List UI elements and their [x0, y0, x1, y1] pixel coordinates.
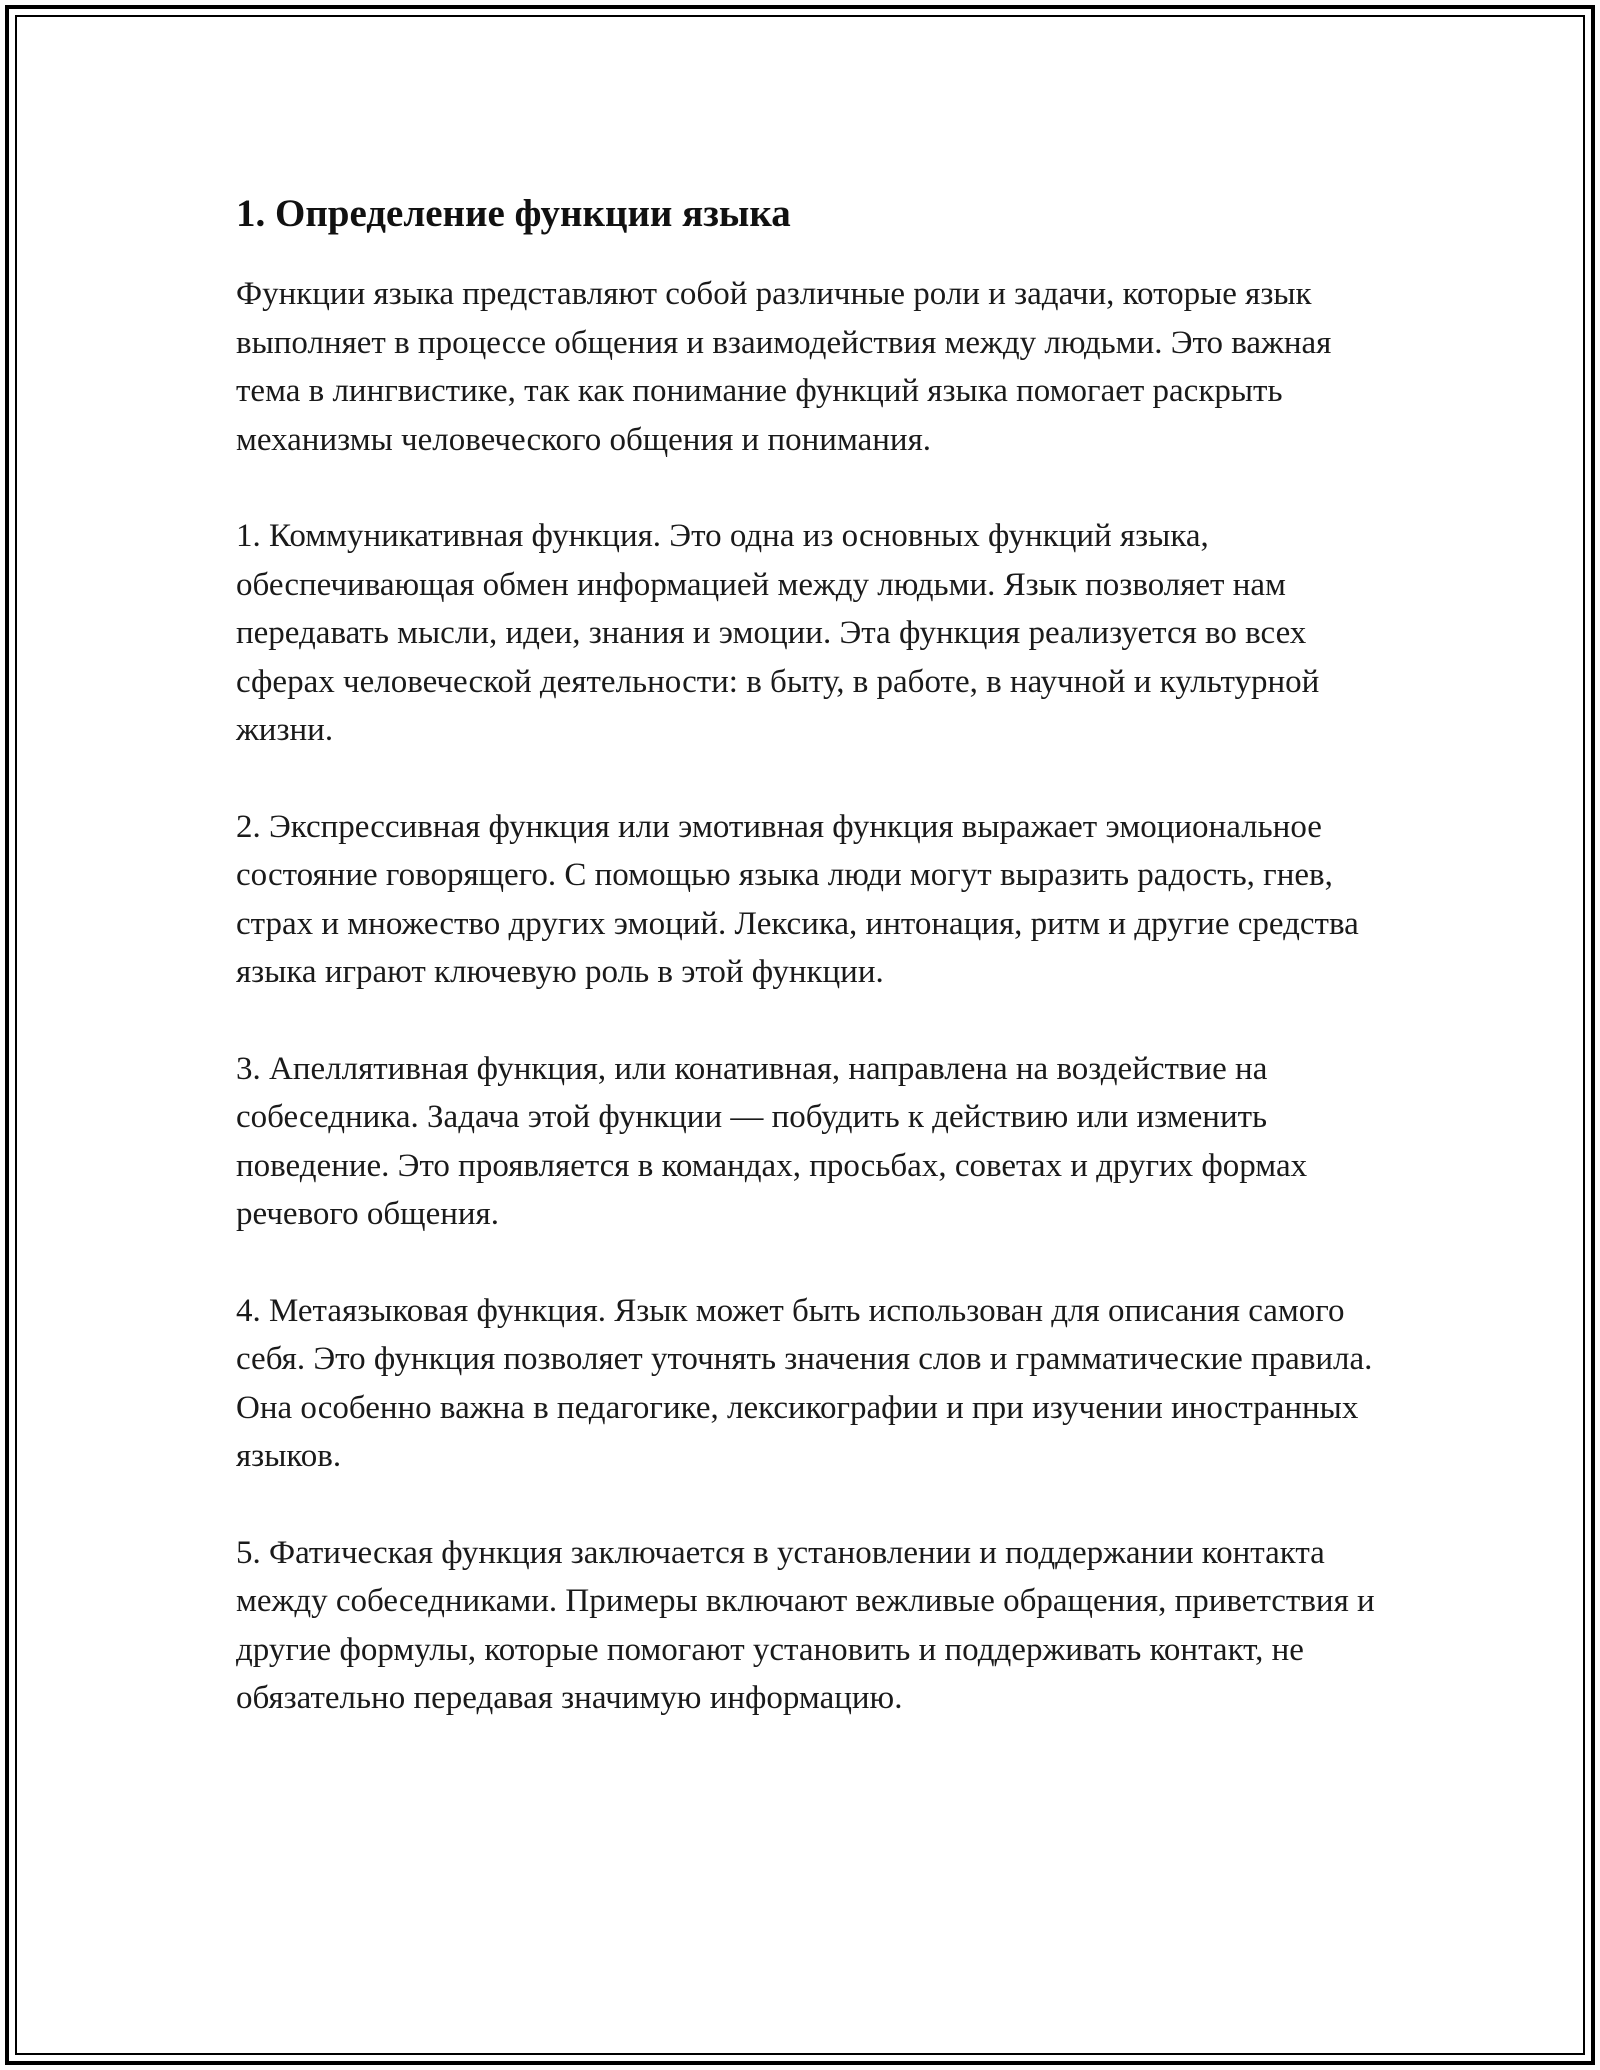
document-body	[236, 186, 1376, 1771]
metalinguistic-function-paragraph: 4. Метаязыковая функция. Язык может быть использован для описания самого себя. Это функция позволяет уточнять значения слов и грамматические правила. Она особенно важна в педагогике, лексикографии и при изучении иностранных языков.	[236, 1292, 1373, 1474]
expressive-function-paragraph: 2. Экспрессивная функция или эмотивная функция выражает эмоциональное состояние говорящего. С помощью языка люди могут выразить радость, гнев, страх и множество других эмоций. Лексика, интонация, ритм и другие средства языка играют ключевую роль в этой функции.	[236, 808, 1359, 990]
appellative-function-paragraph: 3. Апеллятивная функция, или конативная, направлена на воздействие на собеседника. Задача этой функции — побудить к действию или изменить поведение. Это проявляется в командах, просьбах, советах и других формах речевого общения.	[236, 1050, 1308, 1232]
communicative-function-paragraph: 1. Коммуникативная функция. Это одна из основных функций языка, обеспечивающая обмен информацией между людьми. Язык позволяет нам передавать мысли, идеи, знания и эмоции. Эта функция реализуется во всех сферах человеческой деятельности: в быту, в работе, в научной и культурной жизни.	[236, 518, 1320, 748]
intro-paragraph: Функции языка представляют собой различные роли и задачи, которые язык выполняет в процессе общения и взаимодействия между людьми. Это важная тема в лингвистике, так как понимание функций языка помогает раскрыть механизмы человеческого общения и понимания.	[236, 276, 1332, 458]
phatic-function-paragraph: 5. Фатическая функция заключается в установлении и поддержании контакта между собеседниками. Примеры включают вежливые обращения, приветствия и другие формулы, которые помогают установить и поддерживать контакт, не обязательно передавая значимую информацию.	[236, 1534, 1375, 1716]
section-heading: 1. Определение функции языка	[236, 192, 791, 235]
